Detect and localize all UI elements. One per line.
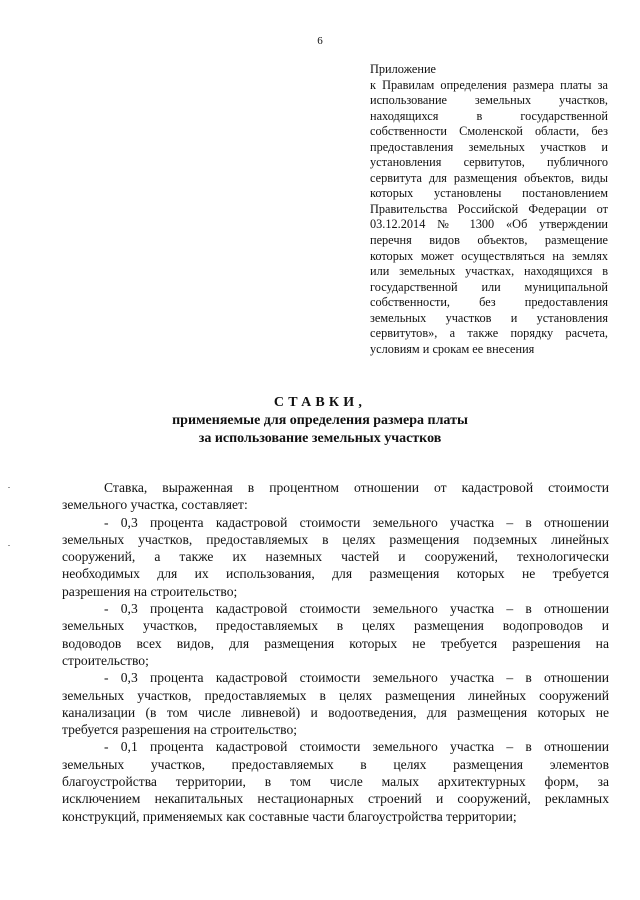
appendix-line: установления сервитутов, публичного xyxy=(370,155,608,170)
body-line: земельных участков, предоставляемых в целях размещения элементов xyxy=(62,756,609,772)
title-subtitle-line-2: за использование земельных участков xyxy=(198,431,442,446)
appendix-header xyxy=(370,62,608,357)
body-line: земельных участков, предоставляемых в целях размещения водопроводов и xyxy=(62,618,609,634)
appendix-line: собственности Смоленской области, без xyxy=(370,124,608,139)
appendix-line: сервитута для размещения объектов, виды xyxy=(370,170,608,185)
appendix-line: Правительства Российской Федерации от xyxy=(370,201,608,216)
appendix-line: собственности, без предоставления xyxy=(370,295,608,310)
scan-margin-mark xyxy=(8,545,10,546)
body-line: требуется разрешения на строительство; xyxy=(62,722,298,738)
body-line: - 0,3 процента кадастровой стоимости земельного участка – в отношении xyxy=(104,601,609,617)
scan-margin-mark xyxy=(8,487,10,488)
page-number: 6 xyxy=(317,35,323,47)
appendix-line: Приложение xyxy=(370,62,436,76)
appendix-line: использование земельных участков, xyxy=(370,93,608,108)
body-line: - 0,1 процента кадастровой стоимости земельного участка – в отношении xyxy=(104,739,609,755)
body-line: земельных участков, предоставляемых в целях размещения линейных сооружений xyxy=(62,687,609,703)
appendix-line: 03.12.2014 № 1300 «Об утверждении xyxy=(370,217,608,232)
body-line: строительство; xyxy=(62,652,149,668)
appendix-line: которых установлены постановлением xyxy=(370,186,608,201)
body-line: благоустройства территории, в том числе малых архитектурных форм, за xyxy=(62,774,609,790)
appendix-line: условиям и срокам ее внесения xyxy=(370,341,535,356)
body-line: необходимых для их использования, для размещения которых не требуется xyxy=(62,566,609,582)
body-line: исключением некапитальных нестационарных строений и сооружений, рекламных xyxy=(62,791,609,807)
body-line: сооружений, а также их наземных частей и сооружений, технологически xyxy=(62,549,609,565)
body-line: земельного участка, составляет: xyxy=(62,497,248,513)
title-subtitle-line-1: применяемые для определения размера платы xyxy=(172,413,468,428)
body-line: Ставка, выраженная в процентном отношении от кадастровой стоимости xyxy=(104,480,609,495)
body-line: канализации (в том числе ливневой) и водоотведения, для размещения которых не xyxy=(62,704,609,720)
appendix-line: сервитутов», а также порядку расчета, xyxy=(370,326,608,341)
body-line: земельных участков, предоставляемых в целях размещения подземных линейных xyxy=(62,531,609,547)
body-line: конструкций, применяемых как составные части благоустройства территории; xyxy=(62,808,517,824)
appendix-line: или земельных участках, находящихся в xyxy=(370,264,608,279)
body-line: разрешения на строительство; xyxy=(62,583,238,599)
body-line: - 0,3 процента кадастровой стоимости земельного участка – в отношении xyxy=(104,514,609,530)
appendix-line: перечня видов объектов, размещение xyxy=(370,233,608,248)
body-line: - 0,3 процента кадастровой стоимости земельного участка – в отношении xyxy=(104,670,609,686)
appendix-line: предоставления земельных участков и xyxy=(370,139,608,154)
appendix-line: земельных участков и установления xyxy=(370,310,608,325)
appendix-line: к Правилам определения размера платы за xyxy=(370,77,608,92)
title-main: СТАВКИ, xyxy=(273,395,367,410)
appendix-line: государственной или муниципальной xyxy=(370,279,608,294)
body-line: водоводов всех видов, для размещения которых не требуется разрешения на xyxy=(62,635,609,651)
body-text xyxy=(62,479,609,825)
document-title xyxy=(0,394,640,448)
appendix-line: которых может осуществляться на землях xyxy=(370,248,608,263)
appendix-line: находящихся в государственной xyxy=(370,108,608,123)
